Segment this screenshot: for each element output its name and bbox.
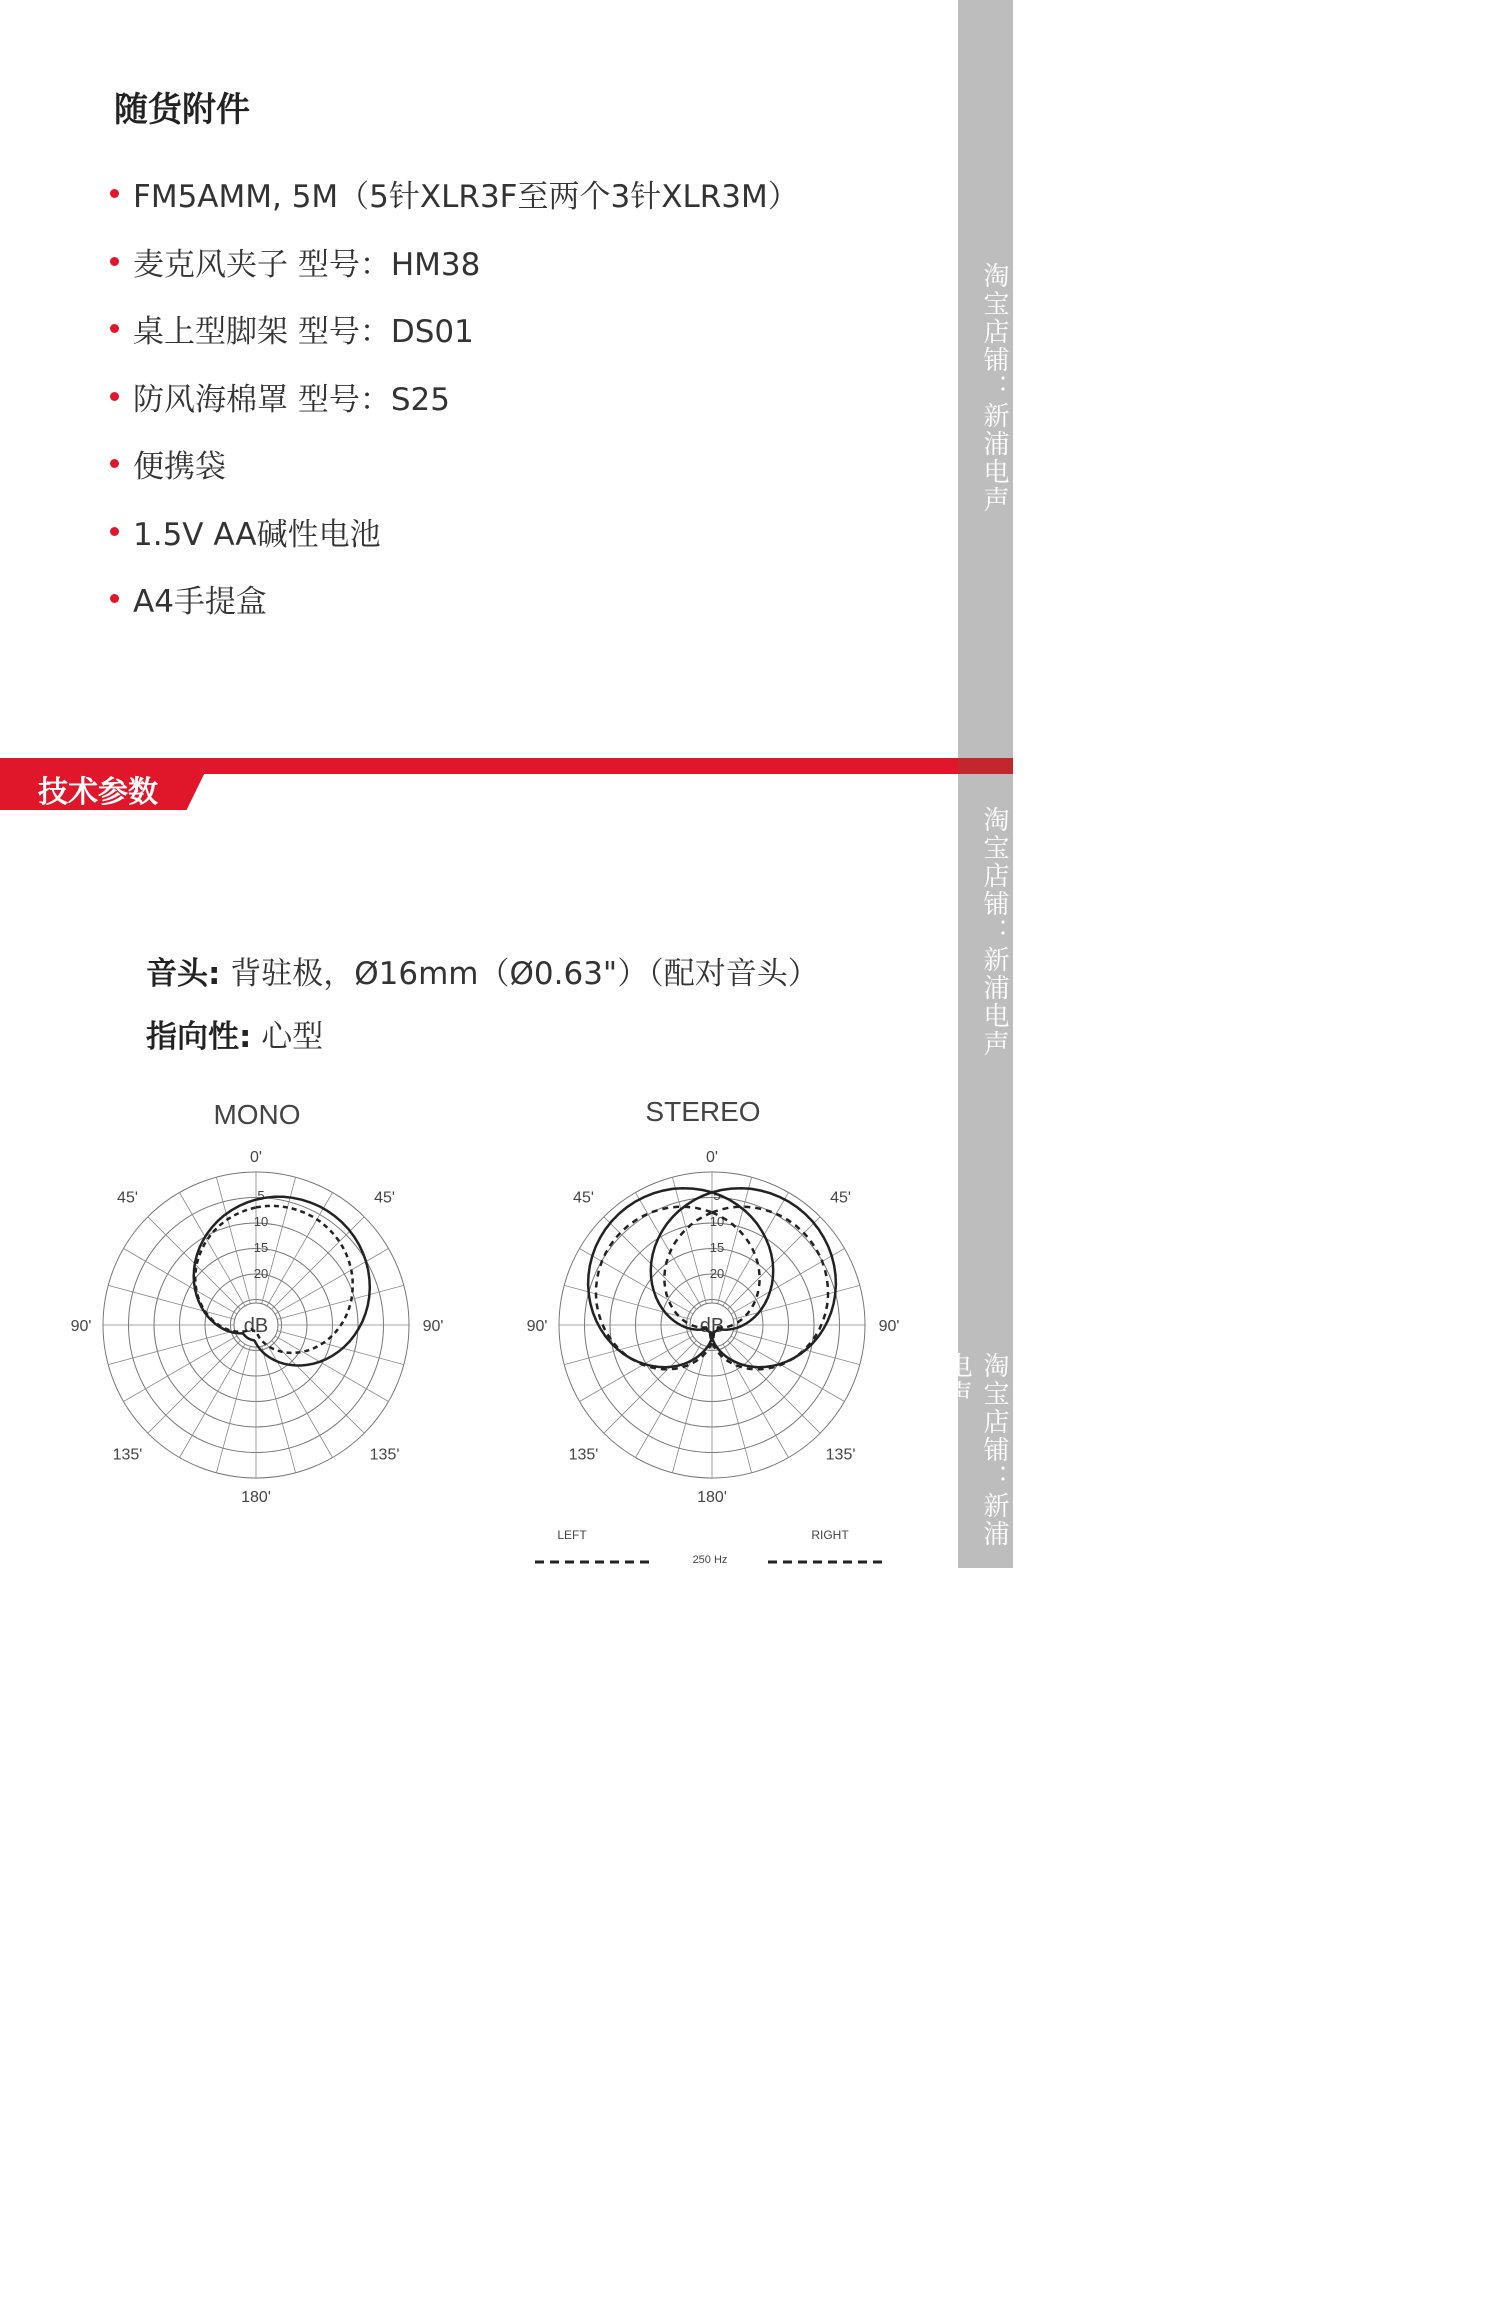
ring-label: 15 <box>709 1240 725 1255</box>
angle-label: 90' <box>878 1318 900 1335</box>
db-label: dB <box>243 1315 269 1337</box>
angle-label: 45' <box>830 1189 851 1207</box>
ring-label: 20 <box>709 1266 725 1281</box>
mono-title: MONO <box>213 1099 301 1130</box>
watermark-sidebar <box>958 0 1013 1568</box>
list-item-text: 麦克风夹子 型号：HM38 <box>133 246 481 283</box>
angle-label: 180' <box>697 1489 727 1506</box>
list-item-text: 桌上型脚架 型号：DS01 <box>133 314 474 351</box>
ring-label: 5 <box>713 1188 721 1203</box>
watermark-text: 淘宝店铺：新浦电声 <box>979 806 1009 1058</box>
angle-label: 0' <box>250 1149 262 1166</box>
angle-label: 45' <box>117 1189 138 1207</box>
list-item-text: 防风海棉罩 型号：S25 <box>133 381 450 418</box>
angle-label: 0' <box>706 1149 718 1166</box>
sidebar-band <box>958 758 1013 774</box>
stereo-diagram <box>527 1096 900 1566</box>
list-item-text: 便携袋 <box>133 449 226 486</box>
ring-label: 5 <box>257 1188 265 1203</box>
angle-label: 45' <box>374 1189 395 1207</box>
list-item-text: FM5AMM, 5M（5针XLR3F至两个3针XLR3M） <box>133 179 799 216</box>
ring-label: 10 <box>253 1214 269 1229</box>
right-curve-solid <box>651 1188 836 1367</box>
list-item-text: 1.5V AA碱性电池 <box>133 516 381 553</box>
capsule-label: 音头: <box>146 956 221 992</box>
product-detail-page <box>0 0 958 1568</box>
ring-label: 20 <box>253 1266 269 1281</box>
mono-diagram <box>71 1099 444 1506</box>
capsule-value: 背驻极，Ø16mm（Ø0.63"）（配对音头） <box>230 956 819 992</box>
legend-frequency-label: 250 Hz <box>692 1554 728 1566</box>
polar-pattern-value: 心型 <box>261 1019 324 1055</box>
angle-label: 90' <box>526 1318 548 1335</box>
watermark-text: 淘宝店铺：新浦电声 <box>979 262 1009 514</box>
angle-label: 90' <box>422 1318 444 1335</box>
angle-label: 135' <box>112 1446 143 1464</box>
angle-label: 135' <box>369 1446 400 1464</box>
angle-label: 90' <box>70 1318 92 1335</box>
stereo-title: STEREO <box>645 1096 761 1127</box>
ring-label: 15 <box>253 1240 269 1255</box>
left-curve-solid <box>588 1188 773 1367</box>
polar-diagrams <box>0 0 958 1568</box>
list-item-text: A4手提盒 <box>133 584 267 621</box>
accessories-title: 随货附件 <box>114 90 250 130</box>
legend-left-label: LEFT <box>557 1528 587 1542</box>
polar-pattern-label: 指向性: <box>146 1019 252 1055</box>
angle-label: 135' <box>568 1446 599 1464</box>
angle-label: 45' <box>573 1189 594 1207</box>
watermark-text: 淘宝店铺：新浦 <box>979 1352 1009 1548</box>
db-label: dB <box>699 1315 725 1337</box>
legend-right-label: RIGHT <box>811 1528 849 1542</box>
ring-label: 10 <box>709 1214 725 1229</box>
section-tab-label: 技术参数 <box>38 775 158 810</box>
angle-label: 180' <box>241 1489 271 1506</box>
angle-label: 135' <box>825 1446 856 1464</box>
